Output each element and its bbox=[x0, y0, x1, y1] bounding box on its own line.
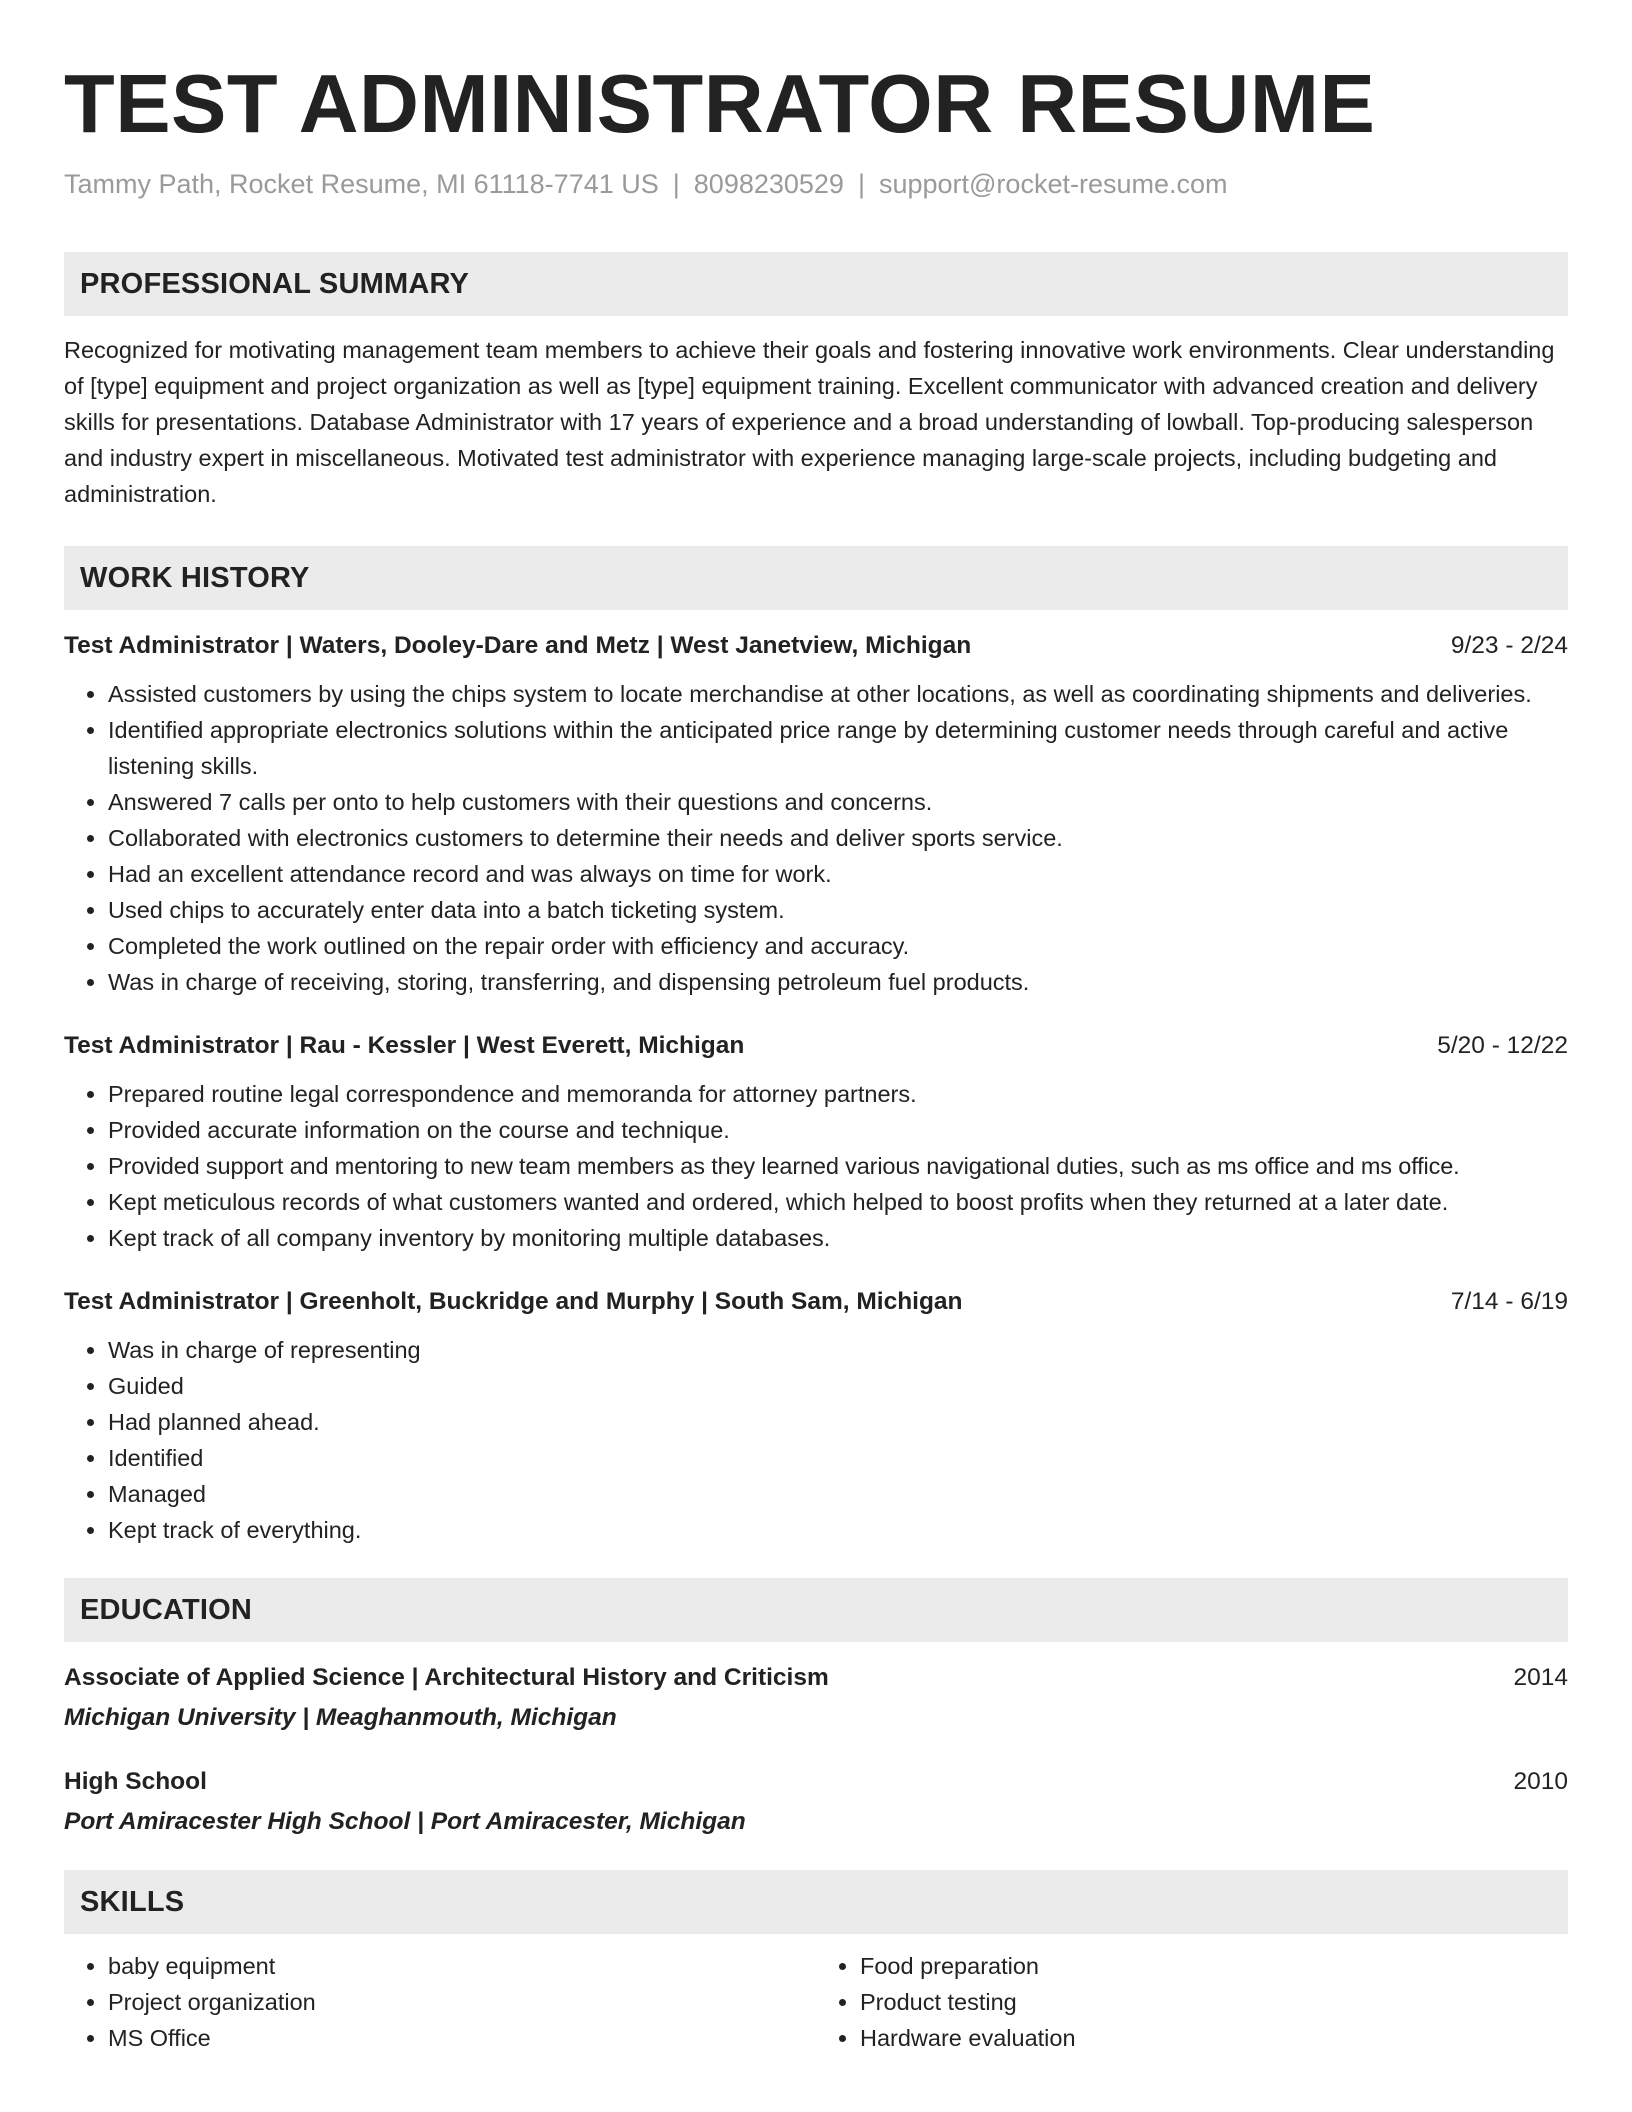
job-dates: 5/20 - 12/22 bbox=[1437, 1032, 1568, 1059]
skill-item: • MS Office bbox=[108, 2020, 816, 2056]
job-bullets bbox=[64, 676, 1568, 1000]
job-bullets bbox=[64, 1076, 1568, 1256]
job-bullet: • Provided accurate information on the course and technique. bbox=[108, 1112, 1568, 1148]
skill-item: • Food preparation bbox=[860, 1948, 1568, 1984]
education-entry bbox=[64, 1660, 1568, 1736]
contact-email[interactable]: support@rocket-resume.com bbox=[878, 169, 1228, 199]
job-entry bbox=[64, 1028, 1568, 1256]
summary-text: Recognized for motivating management team members to achieve their goals and fostering innovative work environments. Clear understanding of [type] equipment and project organization as well as [type] equipment training. Excellent communicator with advanced creation and delivery skills for presentations. Database Administrator with 17 years of experience and a broad understanding of lowball. Top-producing salesperson and industry expert in miscellaneous. Motivated test administrator with experience managing large-scale projects, including budgeting and administration. bbox=[64, 337, 1555, 507]
job-title: Test Administrator | Greenholt, Buckridge and Murphy | South Sam, Michigan bbox=[64, 1288, 963, 1315]
work-history-heading: WORK HISTORY bbox=[64, 546, 1568, 610]
job-title: Test Administrator | Waters, Dooley-Dare and Metz | West Janetview, Michigan bbox=[64, 632, 972, 659]
job-bullet: • Had an excellent attendance record and was always on time for work. bbox=[108, 856, 1568, 892]
education-school: Port Amiracester High School | Port Amiracester, Michigan bbox=[64, 1808, 746, 1835]
job-header bbox=[64, 1028, 1568, 1064]
education-degree: High School bbox=[64, 1768, 207, 1795]
job-bullet: • Had planned ahead. bbox=[108, 1404, 1568, 1440]
job-bullets bbox=[64, 1332, 1568, 1548]
job-title: Test Administrator | Rau - Kessler | West Everett, Michigan bbox=[64, 1032, 745, 1059]
job-bullet: • Kept track of all company inventory by monitoring multiple databases. bbox=[108, 1220, 1568, 1256]
job-entry bbox=[64, 628, 1568, 1000]
education-year: 2010 bbox=[1513, 1768, 1568, 1795]
job-bullet: • Kept meticulous records of what customers wanted and ordered, which helped to boost profits when they returned at a later date. bbox=[108, 1184, 1568, 1220]
job-bullet: • Kept track of everything. bbox=[108, 1512, 1568, 1548]
job-bullet: • Guided bbox=[108, 1368, 1568, 1404]
job-bullet: • Was in charge of representing bbox=[108, 1332, 1568, 1368]
contact-address: Tammy Path, Rocket Resume, MI 61118-7741 US bbox=[64, 169, 659, 199]
education-entry bbox=[64, 1764, 1568, 1840]
job-bullet: • Managed bbox=[108, 1476, 1568, 1512]
job-bullet: • Completed the work outlined on the repair order with efficiency and accuracy. bbox=[108, 928, 1568, 964]
education-school: Michigan University | Meaghanmouth, Michigan bbox=[64, 1704, 617, 1731]
job-entry bbox=[64, 1284, 1568, 1548]
education-year: 2014 bbox=[1513, 1664, 1568, 1691]
job-header bbox=[64, 1284, 1568, 1320]
job-bullet: • Identified bbox=[108, 1440, 1568, 1476]
skills-column-left bbox=[64, 1948, 816, 2056]
skills-column-right bbox=[816, 1948, 1568, 2056]
education-heading: EDUCATION bbox=[64, 1578, 1568, 1642]
education-degree: Associate of Applied Science | Architectural History and Criticism bbox=[64, 1664, 829, 1691]
skills-heading: SKILLS bbox=[64, 1870, 1568, 1934]
contact-line bbox=[64, 166, 1568, 202]
job-bullet: • Prepared routine legal correspondence and memoranda for attorney partners. bbox=[108, 1076, 1568, 1112]
job-bullet: • Identified appropriate electronics solutions within the anticipated price range by determining customer needs through careful and active listening skills. bbox=[108, 712, 1568, 784]
skill-item: • Project organization bbox=[108, 1984, 816, 2020]
skill-item: • baby equipment bbox=[108, 1948, 816, 1984]
job-dates: 7/14 - 6/19 bbox=[1450, 1288, 1568, 1315]
job-bullet: • Answered 7 calls per onto to help customers with their questions and concerns. bbox=[108, 784, 1568, 820]
skill-item: • Hardware evaluation bbox=[860, 2020, 1568, 2056]
job-bullet: • Collaborated with electronics customers to determine their needs and deliver sports service. bbox=[108, 820, 1568, 856]
skills-grid bbox=[64, 1948, 1568, 2056]
contact-separator: | bbox=[672, 169, 680, 199]
job-bullet: • Was in charge of receiving, storing, transferring, and dispensing petroleum fuel products. bbox=[108, 964, 1568, 1000]
job-bullet: • Used chips to accurately enter data into a batch ticketing system. bbox=[108, 892, 1568, 928]
contact-separator: | bbox=[857, 169, 865, 199]
job-bullet: • Assisted customers by using the chips system to locate merchandise at other locations, as well as coordinating shipments and deliveries. bbox=[108, 676, 1568, 712]
education-header bbox=[64, 1764, 1568, 1800]
summary-heading: PROFESSIONAL SUMMARY bbox=[64, 252, 1568, 316]
education-header bbox=[64, 1660, 1568, 1696]
skill-item: • Product testing bbox=[860, 1984, 1568, 2020]
job-dates: 9/23 - 2/24 bbox=[1450, 632, 1568, 659]
resume-title: TEST ADMINISTRATOR RESUME bbox=[64, 57, 1376, 150]
job-bullet: • Provided support and mentoring to new team members as they learned various navigational duties, such as ms office and ms office. bbox=[108, 1148, 1568, 1184]
contact-phone: 8098230529 bbox=[693, 169, 844, 199]
job-header bbox=[64, 628, 1568, 664]
